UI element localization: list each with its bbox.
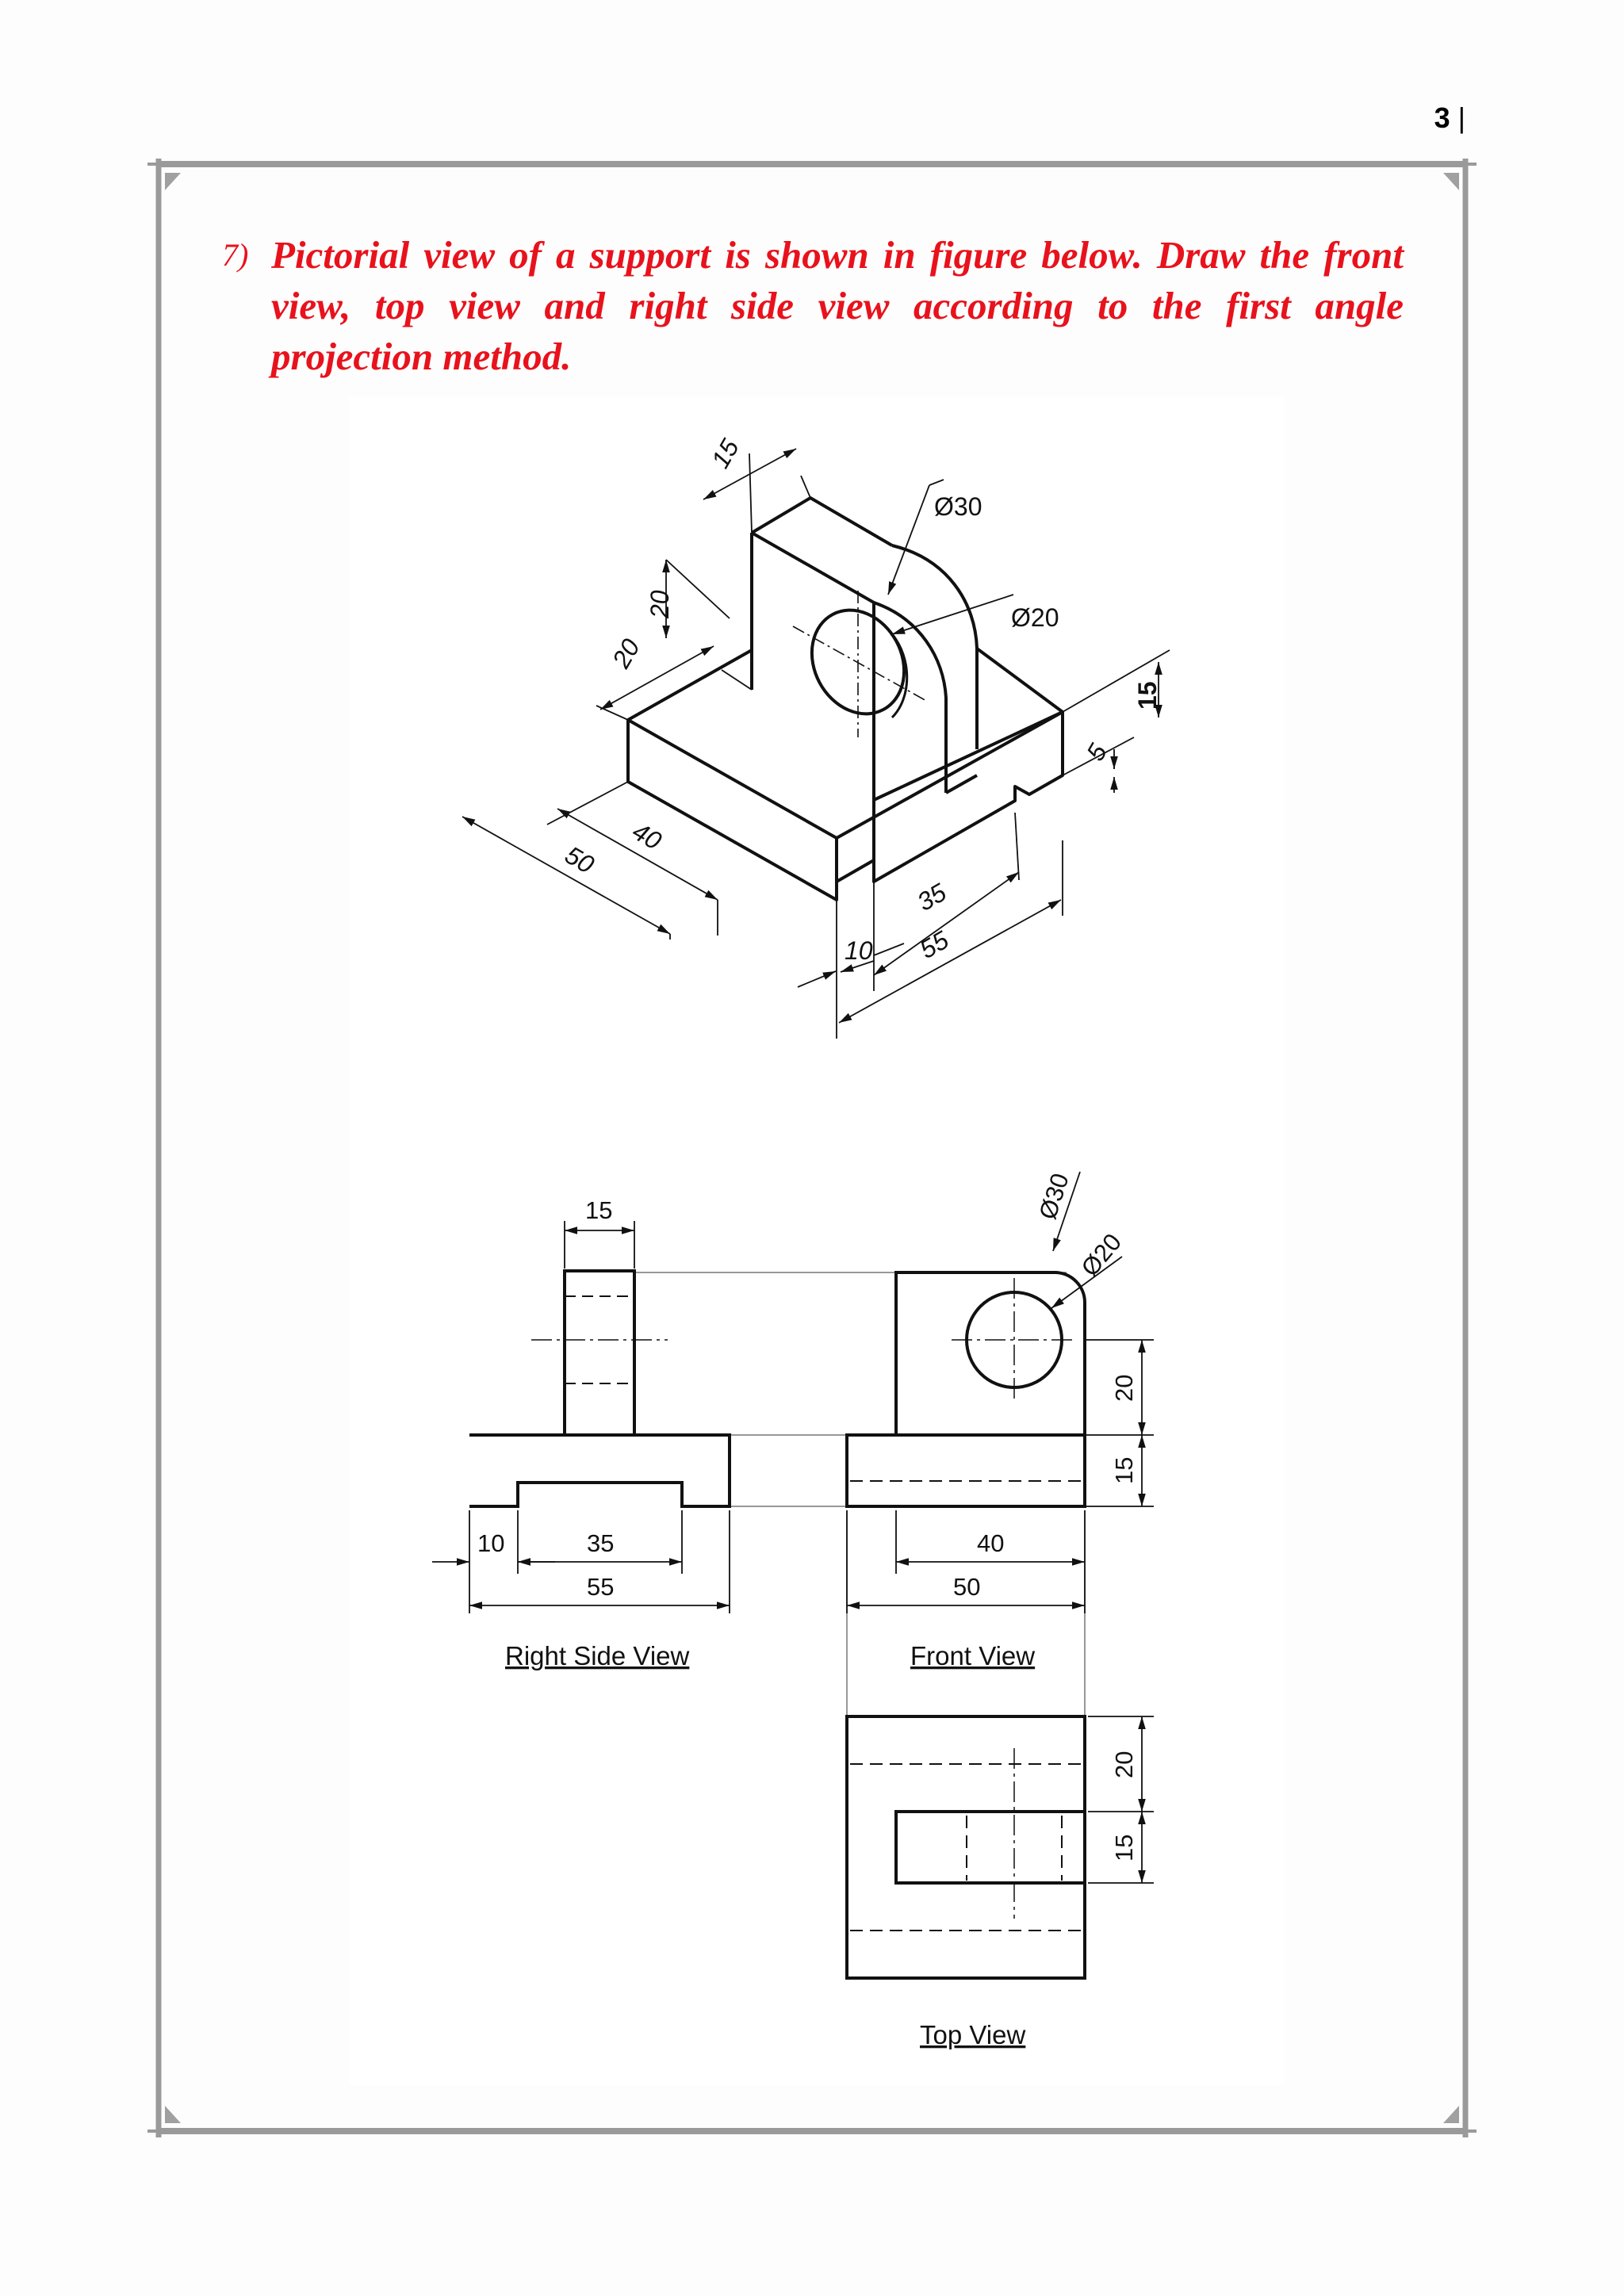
fv-dim-20: 20 [1110,1374,1138,1402]
pict-dim-40: 40 [627,816,667,855]
pict-dim-50: 50 [560,840,599,879]
front-centerlines [952,1278,1077,1402]
pict-dim-dia30: Ø30 [934,492,982,521]
pict-dim-5: 5 [1080,739,1113,766]
question-number: 7) [222,237,249,273]
pictorial-body [628,498,1063,900]
pict-dim-15-right: 15 [1133,681,1162,710]
front-view [847,1170,1154,1670]
pict-dim-20-left: 20 [606,633,645,673]
pict-dim-35: 35 [912,878,952,917]
rsv-dim-10: 10 [477,1529,505,1557]
fv-dim-50: 50 [953,1573,981,1601]
page-number-value: 3 [1434,101,1450,134]
pict-dim-10: 10 [845,936,873,965]
technical-drawing [349,396,1285,2085]
pict-dim-20-vertical: 20 [645,590,674,618]
front-outline [847,1272,1085,1506]
top-hidden-lines [850,1764,1082,1931]
page-number-separator: | [1457,101,1465,134]
pict-dim-55: 55 [914,925,954,965]
fv-dim-15: 15 [1110,1456,1138,1484]
top-view-label: Top View [920,2020,1026,2049]
front-view-label: Front View [910,1641,1036,1670]
tv-dim-20: 20 [1110,1751,1138,1778]
tv-dim-15: 15 [1110,1834,1138,1862]
fv-dim-dia30: Ø30 [1033,1169,1074,1223]
rsv-dim-35: 35 [587,1529,615,1557]
corner-mark-bottom-right [1443,2106,1459,2123]
pictorial-view [462,434,1170,1039]
rsv-dim-55: 55 [587,1573,615,1601]
question-text: Pictorial view of a support is shown in figure below. Draw the front view, top view and right side view according to the first angle projection method. [271,233,1404,378]
top-view [847,1716,1154,2049]
corner-mark-top-right [1443,173,1459,190]
corner-mark-top-left [165,173,181,190]
fv-dim-dia20: Ø20 [1075,1228,1128,1282]
right-side-view-label: Right Side View [505,1641,690,1670]
pict-dim-dia20: Ø20 [1011,603,1059,632]
right-side-outline [469,1271,730,1506]
right-side-view [432,1196,730,1670]
question-block [222,230,1404,382]
corner-mark-bottom-left [165,2106,181,2123]
pict-dim-15-top: 15 [705,434,745,473]
rsv-dim-15: 15 [585,1196,613,1224]
figure-area [349,396,1285,2085]
pictorial-dimension-texts [561,434,1162,965]
fv-dim-40: 40 [977,1529,1005,1557]
